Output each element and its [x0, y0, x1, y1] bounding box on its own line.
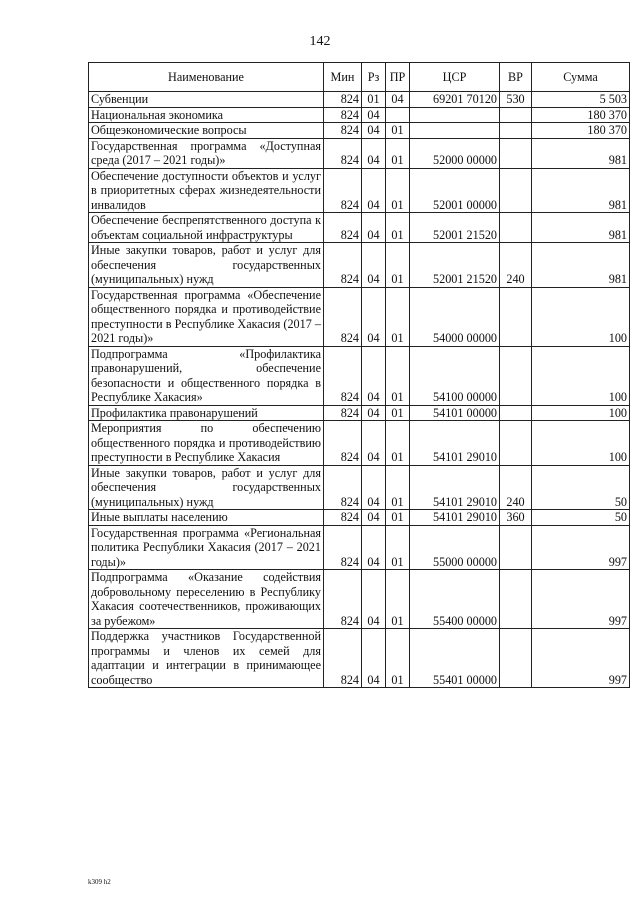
cell-pr: 01 [386, 465, 410, 510]
table-row [89, 138, 630, 168]
cell-sum: 981 [532, 138, 630, 168]
cell-min: 824 [324, 287, 362, 346]
cell-min: 824 [324, 525, 362, 570]
table-row [89, 243, 630, 288]
budget-table [88, 62, 630, 688]
table-row [89, 629, 630, 688]
table-row [89, 510, 630, 526]
cell-min: 824 [324, 465, 362, 510]
cell-vr [500, 287, 532, 346]
cell-min: 824 [324, 168, 362, 213]
cell-name: Подпрограмма «Оказание содействия добровольному переселению в Республику Хакасия соотечественников, проживающих за рубежом» [89, 570, 324, 629]
cell-min: 824 [324, 213, 362, 243]
col-header-sum: Сумма [532, 63, 630, 92]
cell-vr [500, 123, 532, 139]
cell-pr: 01 [386, 525, 410, 570]
table-row [89, 107, 630, 123]
table-row [89, 465, 630, 510]
cell-name: Общеэкономические вопросы [89, 123, 324, 139]
cell-name: Иные закупки товаров, работ и услуг для обеспечения государственных (муниципальных) нужд [89, 465, 324, 510]
cell-rz: 04 [362, 287, 386, 346]
cell-csr: 54100 00000 [410, 346, 500, 405]
cell-csr: 54101 29010 [410, 510, 500, 526]
cell-min: 824 [324, 570, 362, 629]
cell-csr: 52001 00000 [410, 168, 500, 213]
cell-csr: 54101 29010 [410, 421, 500, 466]
cell-pr [386, 107, 410, 123]
cell-rz: 04 [362, 123, 386, 139]
cell-vr: 240 [500, 465, 532, 510]
cell-vr [500, 421, 532, 466]
cell-sum: 50 [532, 510, 630, 526]
cell-csr: 52001 21520 [410, 213, 500, 243]
cell-vr: 530 [500, 92, 532, 108]
cell-sum: 981 [532, 168, 630, 213]
cell-name: Субвенции [89, 92, 324, 108]
cell-sum: 180 370 [532, 107, 630, 123]
cell-rz: 04 [362, 213, 386, 243]
cell-rz: 04 [362, 465, 386, 510]
cell-csr: 52000 00000 [410, 138, 500, 168]
cell-vr [500, 138, 532, 168]
cell-rz: 04 [362, 107, 386, 123]
cell-name: Государственная программа «Доступная среда (2017 – 2021 годы)» [89, 138, 324, 168]
cell-vr: 360 [500, 510, 532, 526]
table-row [89, 421, 630, 466]
cell-csr: 69201 70120 [410, 92, 500, 108]
cell-sum: 997 [532, 629, 630, 688]
cell-vr [500, 213, 532, 243]
col-header-name: Наименование [89, 63, 324, 92]
table-row [89, 287, 630, 346]
cell-rz: 04 [362, 629, 386, 688]
cell-sum: 100 [532, 346, 630, 405]
col-header-pr: ПР [386, 63, 410, 92]
cell-rz: 04 [362, 570, 386, 629]
cell-name: Национальная экономика [89, 107, 324, 123]
cell-rz: 04 [362, 510, 386, 526]
cell-rz: 04 [362, 138, 386, 168]
cell-sum: 50 [532, 465, 630, 510]
cell-sum: 100 [532, 421, 630, 466]
table-row [89, 92, 630, 108]
cell-rz: 04 [362, 346, 386, 405]
col-header-csr: ЦСР [410, 63, 500, 92]
cell-name: Иные выплаты населению [89, 510, 324, 526]
table-row [89, 213, 630, 243]
cell-csr: 55000 00000 [410, 525, 500, 570]
cell-vr [500, 405, 532, 421]
cell-min: 824 [324, 107, 362, 123]
page-number: 142 [309, 34, 331, 49]
cell-csr: 54000 00000 [410, 287, 500, 346]
cell-name: Государственная программа «Региональная политика Республики Хакасия (2017 – 2021 годы)» [89, 525, 324, 570]
cell-rz: 04 [362, 525, 386, 570]
cell-name: Государственная программа «Обеспечение общественного порядка и противодействие преступности в Республике Хакасия (2017 – 2021 годы)» [89, 287, 324, 346]
cell-sum: 5 503 [532, 92, 630, 108]
cell-vr [500, 346, 532, 405]
cell-csr [410, 107, 500, 123]
cell-name: Поддержка участников Государственной программы и членов их семей для адаптации и интеграции в принимающее сообщество [89, 629, 324, 688]
cell-pr: 01 [386, 346, 410, 405]
cell-sum: 997 [532, 525, 630, 570]
cell-min: 824 [324, 138, 362, 168]
cell-min: 824 [324, 92, 362, 108]
cell-min: 824 [324, 421, 362, 466]
cell-pr: 01 [386, 510, 410, 526]
cell-csr: 54101 29010 [410, 465, 500, 510]
cell-sum: 100 [532, 287, 630, 346]
cell-rz: 04 [362, 405, 386, 421]
cell-rz: 04 [362, 421, 386, 466]
cell-vr [500, 525, 532, 570]
table-row [89, 405, 630, 421]
cell-sum: 997 [532, 570, 630, 629]
cell-csr [410, 123, 500, 139]
cell-name: Подпрограмма «Профилактика правонарушений, обеспечение безопасности и общественного порядка в Республике Хакасия» [89, 346, 324, 405]
table-row [89, 168, 630, 213]
cell-rz: 04 [362, 243, 386, 288]
col-header-rz: Рз [362, 63, 386, 92]
cell-pr: 01 [386, 421, 410, 466]
cell-min: 824 [324, 123, 362, 139]
cell-pr: 01 [386, 123, 410, 139]
table-row [89, 123, 630, 139]
cell-name: Иные закупки товаров, работ и услуг для обеспечения государственных (муниципальных) нужд [89, 243, 324, 288]
cell-name: Обеспечение доступности объектов и услуг в приоритетных сферах жизнедеятельности инвалидов [89, 168, 324, 213]
cell-vr [500, 107, 532, 123]
cell-pr: 01 [386, 243, 410, 288]
table-row [89, 525, 630, 570]
cell-pr: 01 [386, 570, 410, 629]
cell-sum: 100 [532, 405, 630, 421]
footer-code: k309 h2 [88, 878, 111, 886]
table-row [89, 570, 630, 629]
cell-pr: 01 [386, 629, 410, 688]
cell-csr: 55400 00000 [410, 570, 500, 629]
cell-min: 824 [324, 510, 362, 526]
col-header-min: Мин [324, 63, 362, 92]
table-row [89, 346, 630, 405]
cell-vr [500, 168, 532, 213]
cell-name: Профилактика правонарушений [89, 405, 324, 421]
col-header-vr: ВР [500, 63, 532, 92]
cell-min: 824 [324, 243, 362, 288]
cell-vr: 240 [500, 243, 532, 288]
cell-pr: 01 [386, 213, 410, 243]
cell-csr: 55401 00000 [410, 629, 500, 688]
cell-name: Мероприятия по обеспечению общественного порядка и противодействию преступности в Республике Хакасия [89, 421, 324, 466]
cell-rz: 04 [362, 168, 386, 213]
table-body [89, 92, 630, 688]
cell-pr: 01 [386, 287, 410, 346]
table-header-row [89, 63, 630, 92]
cell-name: Обеспечение беспрепятственного доступа к объектам социальной инфраструктуры [89, 213, 324, 243]
cell-min: 824 [324, 405, 362, 421]
cell-min: 824 [324, 629, 362, 688]
cell-sum: 981 [532, 243, 630, 288]
cell-sum: 180 370 [532, 123, 630, 139]
cell-pr: 01 [386, 168, 410, 213]
cell-rz: 01 [362, 92, 386, 108]
cell-pr: 01 [386, 405, 410, 421]
cell-pr: 04 [386, 92, 410, 108]
cell-pr: 01 [386, 138, 410, 168]
cell-vr [500, 629, 532, 688]
cell-csr: 54101 00000 [410, 405, 500, 421]
cell-csr: 52001 21520 [410, 243, 500, 288]
cell-vr [500, 570, 532, 629]
cell-sum: 981 [532, 213, 630, 243]
cell-min: 824 [324, 346, 362, 405]
